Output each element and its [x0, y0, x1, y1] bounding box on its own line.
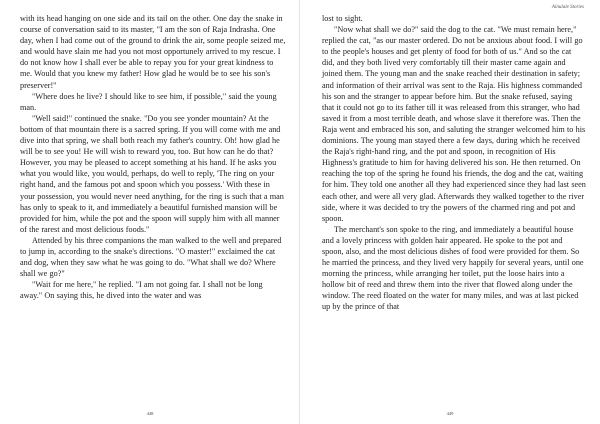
right-page-text	[322, 13, 586, 313]
page-number: 449	[446, 411, 454, 416]
paragraph: "Well said!" continued the snake. "Do you see yonder mountain? At the bottom of that mountain there is a sacred spring. If you will come with me and dive into that spring, we shall both reach my father's country. Oh! how glad he will be to see you! He will wish to reward you, too. But how can he do that? However, you may be pleased to accept something at his hand. If he asks you what you would like, you would, perhaps, do well to reply, 'The ring on your right hand, and the famous pot and spoon which you possess.' With these in your possession, you would never need anything, for the ring is such that a man has only to speak to it, and immediately a beautiful furnished mansion will be provided for him, while the pot and the spoon will supply him with all manner of the rarest and most delicious foods."	[20, 113, 284, 234]
paragraph: "Where does he live? I should like to see him, if possible," said the young man.	[20, 91, 277, 112]
paragraph: Attended by his three companions the man walked to the well and prepared to jump in, according to the snake's directions. "O master!" exclaimed the cat and dog, when they saw what he was going to do. "What shall we do? Where shall we go?"	[20, 235, 282, 279]
paragraph: with its head hanging on one side and its tail on the other. One day the snake in course of conversation said to its master, "I am the son of Raja Indrasha. One day, when I had come out of the ground to drink the air, some people seized me, and would have slain me had you not most opportunely arrived to my rescue. I do not know how I shall ever be able to repay you for your great kindness to me. Would that you knew my father! How glad he would be to see his son's preserver!"	[20, 14, 286, 90]
paragraph: "Now what shall we do?" said the dog to the cat. "We must remain here," replied the cat, "as our master ordered. Do not be anxious about food. I will go to the people's houses and get plenty of food for both of us." And so the cat did, and they both lived very comfortably till their master came again and joined them. The young man and the snake reached their destination in safety; and information of their arrival was sent to the Raja. His highness commanded his son and the stranger to appear before him. But the snake refused, saying that it could not go to its father till it was released from this stranger, who had saved it from a most terrible death, and whose slave it therefore was. Then the Raja went and embraced his son, and saluting the stranger welcomed him to his dominions. The young man stayed there a few days, during which he received the Raja's right-hand ring, and the pot and spoon, in recognition of His Highness's gratitude to him for having delivered his son. He then returned. On reaching the top of the spring he found his friends, the dog and the cat, waiting for him. They told one another all they had experienced since they had last seen each other, and were all very glad. Afterwards they walked together to the river side, where it was decided to try the powers of the charmed ring and pot and spoon.	[322, 25, 586, 223]
running-head: Ainulale Stories	[551, 5, 584, 10]
paragraph: The merchant's son spoke to the ring, and immediately a beautiful house and a lovely princess with golden hair appeared. He spoke to the pot and spoon, also, and the most delicious dishes of food were provided for them. So he married the princess, and they lived very happily for several years, until one morning the princess, while arranging her toilet, put the loose hairs into a hollow bit of reed and threw them into the river that flowed along under the window. The reed floated on the water for many miles, and was at last picked up by the prince of that	[322, 224, 584, 312]
left-page-text	[20, 13, 286, 301]
page-number: 448	[146, 411, 154, 416]
paragraph: lost to sight.	[322, 14, 363, 23]
right-page	[300, 0, 600, 424]
paragraph: "Wait for me here," he replied. "I am not going far. I shall not be long away." On saying this, he dived into the water and was	[20, 280, 263, 301]
